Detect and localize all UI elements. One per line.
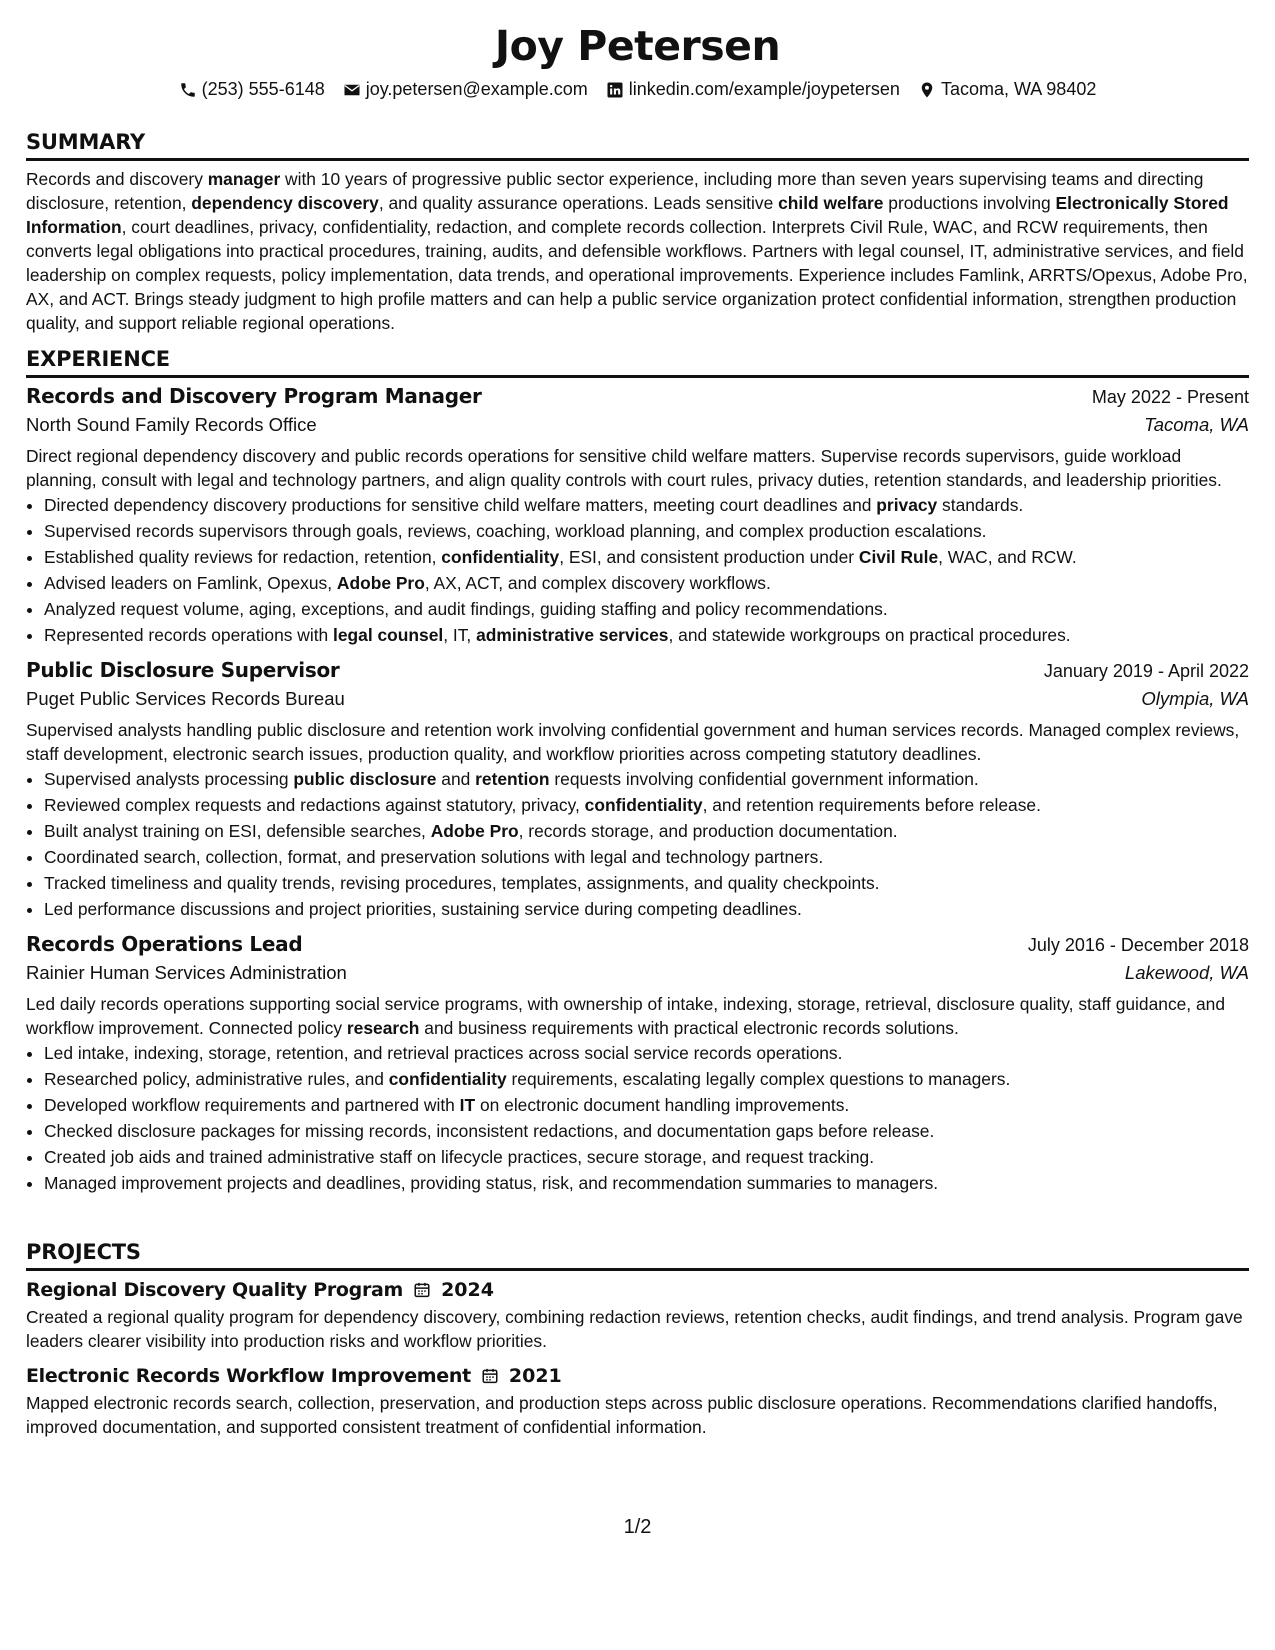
linkedin-icon — [606, 81, 624, 99]
job-entry — [26, 932, 1249, 1196]
bullet-item: • Established quality reviews for redaction, retention, confidentiality, ESI, and consistent production under Civil Rule, WAC, and RCW. — [44, 544, 1249, 570]
job-bullets — [26, 1040, 1249, 1196]
project-title: Regional Discovery Quality Program — [26, 1279, 404, 1301]
summary-section — [26, 130, 1249, 335]
summary-heading: SUMMARY — [26, 130, 1249, 161]
contact-bar — [26, 79, 1249, 100]
page-number: 1/2 — [623, 1516, 652, 1538]
email-text: joy.petersen@example.com — [365, 79, 588, 99]
job-dates: May 2022 - Present — [1091, 387, 1249, 407]
bullet-item: • Checked disclosure packages for missing records, inconsistent redactions, and documentation gaps before release. — [44, 1118, 1249, 1144]
project-entry — [26, 1279, 1249, 1353]
map-pin-icon — [918, 81, 936, 99]
project-entry — [26, 1365, 1249, 1439]
job-entry — [26, 658, 1249, 922]
job-description: Direct regional dependency discovery and public records operations for sensitive child welfare matters. Supervise records supervisors, guide workload planning, consult with legal and technology partners, and align quality controls with court rules, privacy duties, retention standards, and leadership priorities. — [26, 446, 1222, 490]
bullet-item: • Researched policy, administrative rules, and confidentiality requirements, escalating legally complex questions to managers. — [44, 1066, 1249, 1092]
bullet-item: • Represented records operations with legal counsel, IT, administrative services, and statewide workgroups on practical procedures. — [44, 622, 1249, 648]
bullet-item: • Supervised analysts processing public disclosure and retention requests involving confidential government information. — [44, 766, 1249, 792]
job-dates: January 2019 - April 2022 — [1043, 661, 1249, 681]
job-description: Supervised analysts handling public disclosure and retention work involving confidential government and human services records. Managed complex reviews, staff development, electronic search issues, production quality, and workflow priorities across competing statutory deadlines. — [26, 720, 1240, 764]
job-title: Public Disclosure Supervisor — [26, 658, 340, 682]
bullet-item: • Coordinated search, collection, format, and preservation solutions with legal and technology partners. — [44, 844, 1249, 870]
bullet-item: • Reviewed complex requests and redactions against statutory, privacy, confidentiality, and retention requirements before release. — [44, 792, 1249, 818]
bullet-item: • Analyzed request volume, aging, exceptions, and audit findings, guiding staffing and policy recommendations. — [44, 596, 1249, 622]
job-organization: Puget Public Services Records Bureau — [26, 688, 345, 709]
bullet-item: • Developed workflow requirements and partnered with IT on electronic document handling improvements. — [44, 1092, 1249, 1118]
bullet-item: • Tracked timeliness and quality trends, revising procedures, templates, assignments, and quality checkpoints. — [44, 870, 1249, 896]
location-text: Tacoma, WA 98402 — [940, 79, 1097, 99]
job-entry — [26, 384, 1249, 648]
phone-icon — [179, 81, 197, 99]
projects-heading: PROJECTS — [26, 1240, 1249, 1271]
envelope-icon — [343, 81, 361, 99]
bullet-item: • Directed dependency discovery productions for sensitive child welfare matters, meeting court deadlines and privacy standards. — [44, 492, 1249, 518]
bullet-item: • Managed improvement projects and deadlines, providing status, risk, and recommendation summaries to managers. — [44, 1170, 1249, 1196]
job-title: Records Operations Lead — [26, 932, 303, 956]
job-location: Olympia, WA — [1141, 688, 1249, 709]
summary-text: Records and discovery manager with 10 years of progressive public sector experience, including more than seven years supervising teams and directing disclosure, retention, dependency discovery, and quality assurance operations. Leads sensitive child welfare productions involving Electronically Stored Information, court deadlines, privacy, confidentiality, redaction, and complete records collection. Interprets Civil Rule, WAC, and RCW requirements, then converts legal obligations into practical procedures, training, audits, and defensible workflows. Partners with legal counsel, IT, administrative services, and field leadership on complex requests, policy implementation, data trends, and operational improvements. Experience includes Famlink, ARRTS/Opexus, Adobe Pro, AX, and ACT. Brings steady judgment to high profile matters and can help a public service organization protect confidential information, strengthen production quality, and support reliable regional operations. — [26, 169, 1248, 333]
job-description: Led daily records operations supporting social service programs, with ownership of intake, indexing, storage, retrieval, disclosure quality, staff guidance, and workflow improvement. Connected policy research and business requirements with practical electronic records solutions. — [26, 994, 1225, 1038]
job-title: Records and Discovery Program Manager — [26, 384, 482, 408]
project-description: Created a regional quality program for dependency discovery, combining redaction reviews, retention checks, audit findings, and trend analysis. Program gave leaders clearer visibility into production risks and workflow priorities. — [26, 1307, 1243, 1351]
job-bullets — [26, 766, 1249, 922]
bullet-item: • Led intake, indexing, storage, retention, and retrieval practices across social service records operations. — [44, 1040, 1249, 1066]
linkedin-text: linkedin.com/example/joypetersen — [628, 79, 900, 99]
resume-page — [26, 0, 1249, 1650]
job-dates: July 2016 - December 2018 — [1027, 935, 1249, 955]
project-year: 2021 — [508, 1365, 562, 1387]
phone-text: (253) 555-6148 — [201, 79, 325, 99]
job-location: Lakewood, WA — [1124, 962, 1249, 983]
contact-phone[interactable] — [179, 79, 325, 100]
bullet-item: • Advised leaders on Famlink, Opexus, Adobe Pro, AX, ACT, and complex discovery workflows. — [44, 570, 1249, 596]
bullet-item: • Built analyst training on ESI, defensible searches, Adobe Pro, records storage, and production documentation. — [44, 818, 1249, 844]
job-organization: North Sound Family Records Office — [26, 414, 317, 435]
projects-section — [26, 1240, 1249, 1439]
bullet-item: • Created job aids and trained administrative staff on lifecycle practices, secure storage, and request tracking. — [44, 1144, 1249, 1170]
project-title: Electronic Records Workflow Improvement — [26, 1365, 471, 1387]
job-organization: Rainier Human Services Administration — [26, 962, 347, 983]
experience-heading: EXPERIENCE — [26, 347, 1249, 378]
bullet-item: • Led performance discussions and project priorities, sustaining service during competing deadlines. — [44, 896, 1249, 922]
calendar-icon — [481, 1367, 499, 1385]
bullet-item: • Supervised records supervisors through goals, reviews, coaching, workload planning, and complex production escalations. — [44, 518, 1249, 544]
contact-linkedin[interactable] — [606, 79, 900, 100]
job-location: Tacoma, WA — [1144, 414, 1249, 435]
contact-email[interactable] — [343, 79, 588, 100]
contact-location — [918, 79, 1096, 100]
project-description: Mapped electronic records search, collection, preservation, and production steps across public disclosure operations. Recommendations clarified handoffs, improved documentation, and supported consistent treatment of confidential information. — [26, 1393, 1218, 1437]
experience-section — [26, 347, 1249, 1196]
candidate-name: Joy Petersen — [494, 22, 781, 70]
job-bullets — [26, 492, 1249, 648]
project-year: 2024 — [441, 1279, 494, 1301]
calendar-icon — [413, 1281, 431, 1299]
